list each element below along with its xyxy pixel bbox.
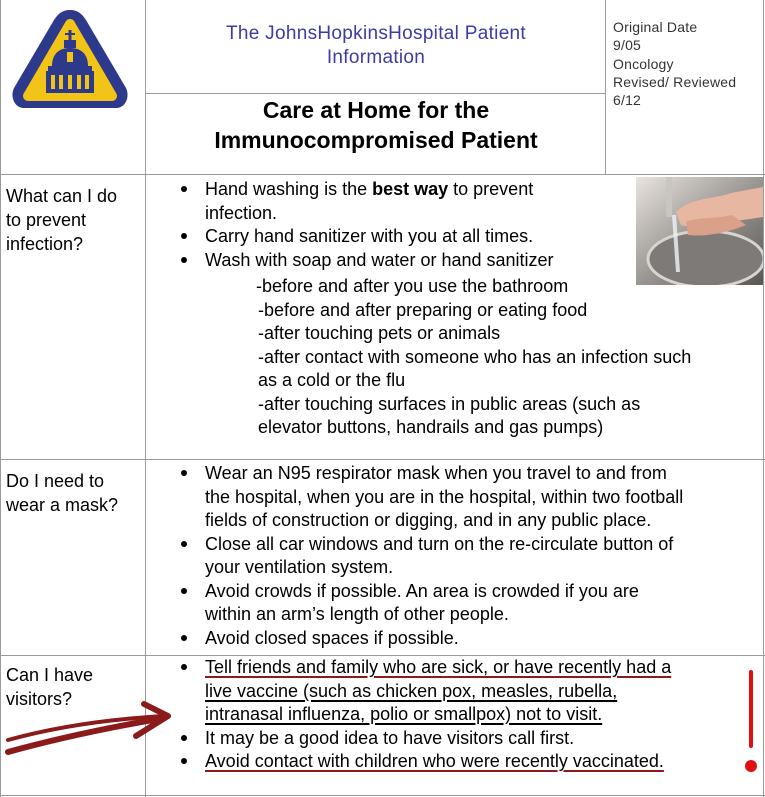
red-arrow-annotation [4,700,174,760]
list-item-text: to prevent [448,179,534,199]
list-item [170,627,683,651]
list-item [170,580,683,627]
prevent-infection-list [170,178,554,272]
column-divider [145,0,146,797]
list-item-line: live vaccine (such as chicken pox, measles, rubella, [205,680,618,701]
sub-item: -before and after preparing or eating food [258,299,588,320]
list-item-text: Carry hand sanitizer with you at all times. [205,226,534,246]
org-line-2: Information [326,47,426,68]
title-line-2: Immunocompromised Patient [214,127,538,153]
title-line-1: Care at Home for the [262,97,490,123]
header-divider [145,93,605,94]
meta-revised-label: Revised/ Reviewed [613,73,737,90]
list-item [170,249,554,273]
list-item [170,533,683,580]
meta-divider [605,0,606,175]
organization-name [150,22,602,70]
johns-hopkins-dome-logo [8,8,132,118]
handwashing-photo [636,177,763,285]
question-line: wear a mask? [6,495,119,515]
question-line: infection? [6,234,84,254]
question-line: Can I have [6,665,94,685]
list-item-continuation [170,202,554,226]
sub-item: as a cold or the flu [258,370,406,390]
list-item-line: within an arm’s length of other people. [205,604,509,624]
sub-item: -after contact with someone who has an infection such [258,346,692,367]
list-item [170,178,554,202]
question-line: What can I do [6,186,118,206]
list-item-line: Wear an N95 respirator mask when you travel to and from [205,463,667,483]
question-line: Do I need to [6,471,105,491]
list-item-text: infection. [205,202,278,223]
border-right [763,0,764,797]
org-line-1: The JohnsHopkinsHospital Patient [225,23,527,44]
list-item-text: Wash with soap and water or hand sanitizer [205,249,554,270]
list-item-line: Avoid closed spaces if possible. [205,627,459,648]
document-meta [613,18,763,109]
question-line: visitors? [6,689,73,709]
sub-item: -before and after you use the bathroom [256,276,569,296]
list-item-emphasis: best way [372,179,449,199]
red-exclamation-annotation [740,668,762,778]
question-wear-mask [6,469,141,517]
sub-item: -after touching surfaces in public areas (such as [258,393,641,414]
meta-original-date-label: Original Date [613,19,698,35]
list-item [170,727,671,751]
list-item-line: Tell friends and family who are sick, or have recently had a [205,657,672,677]
row-divider-1 [0,174,765,175]
list-item [170,656,671,727]
sub-item: elevator buttons, handrails and gas pumps) [258,417,604,437]
meta-revised-date: 6/12 [613,92,642,109]
document-title [150,95,602,155]
list-item-line: Avoid crowds if possible. An area is crowded if you are [205,580,639,601]
list-item [170,225,554,249]
border-bottom [0,795,765,796]
meta-original-date: 9/05 [613,37,642,54]
list-item-line: Close all car windows and turn on the re-circulate button of [205,533,674,554]
list-item-text: Hand washing is the [205,179,373,199]
sub-item: -after touching pets or animals [258,323,501,343]
list-item [170,462,683,533]
wash-sub-list [170,275,691,440]
list-item-line: intranasal influenza, polio or smallpox) not to visit. [205,704,603,724]
list-item-line: It may be a good idea to have visitors call first. [205,727,575,748]
list-item-line: Avoid contact with children who were recently vaccinated. [205,751,664,771]
question-prevent-infection [6,184,141,256]
border-left [0,0,1,797]
row-divider-2 [0,459,765,460]
list-item-line: the hospital, when you are in the hospital, within two football [205,486,684,507]
list-item [170,750,671,774]
visitors-list [170,656,671,774]
question-line: to prevent [6,210,87,230]
list-item-line: your ventilation system. [205,557,394,577]
list-item-line: fields of construction or digging, and in any public place. [205,510,652,530]
meta-department: Oncology [613,55,674,72]
mask-list [170,462,683,650]
